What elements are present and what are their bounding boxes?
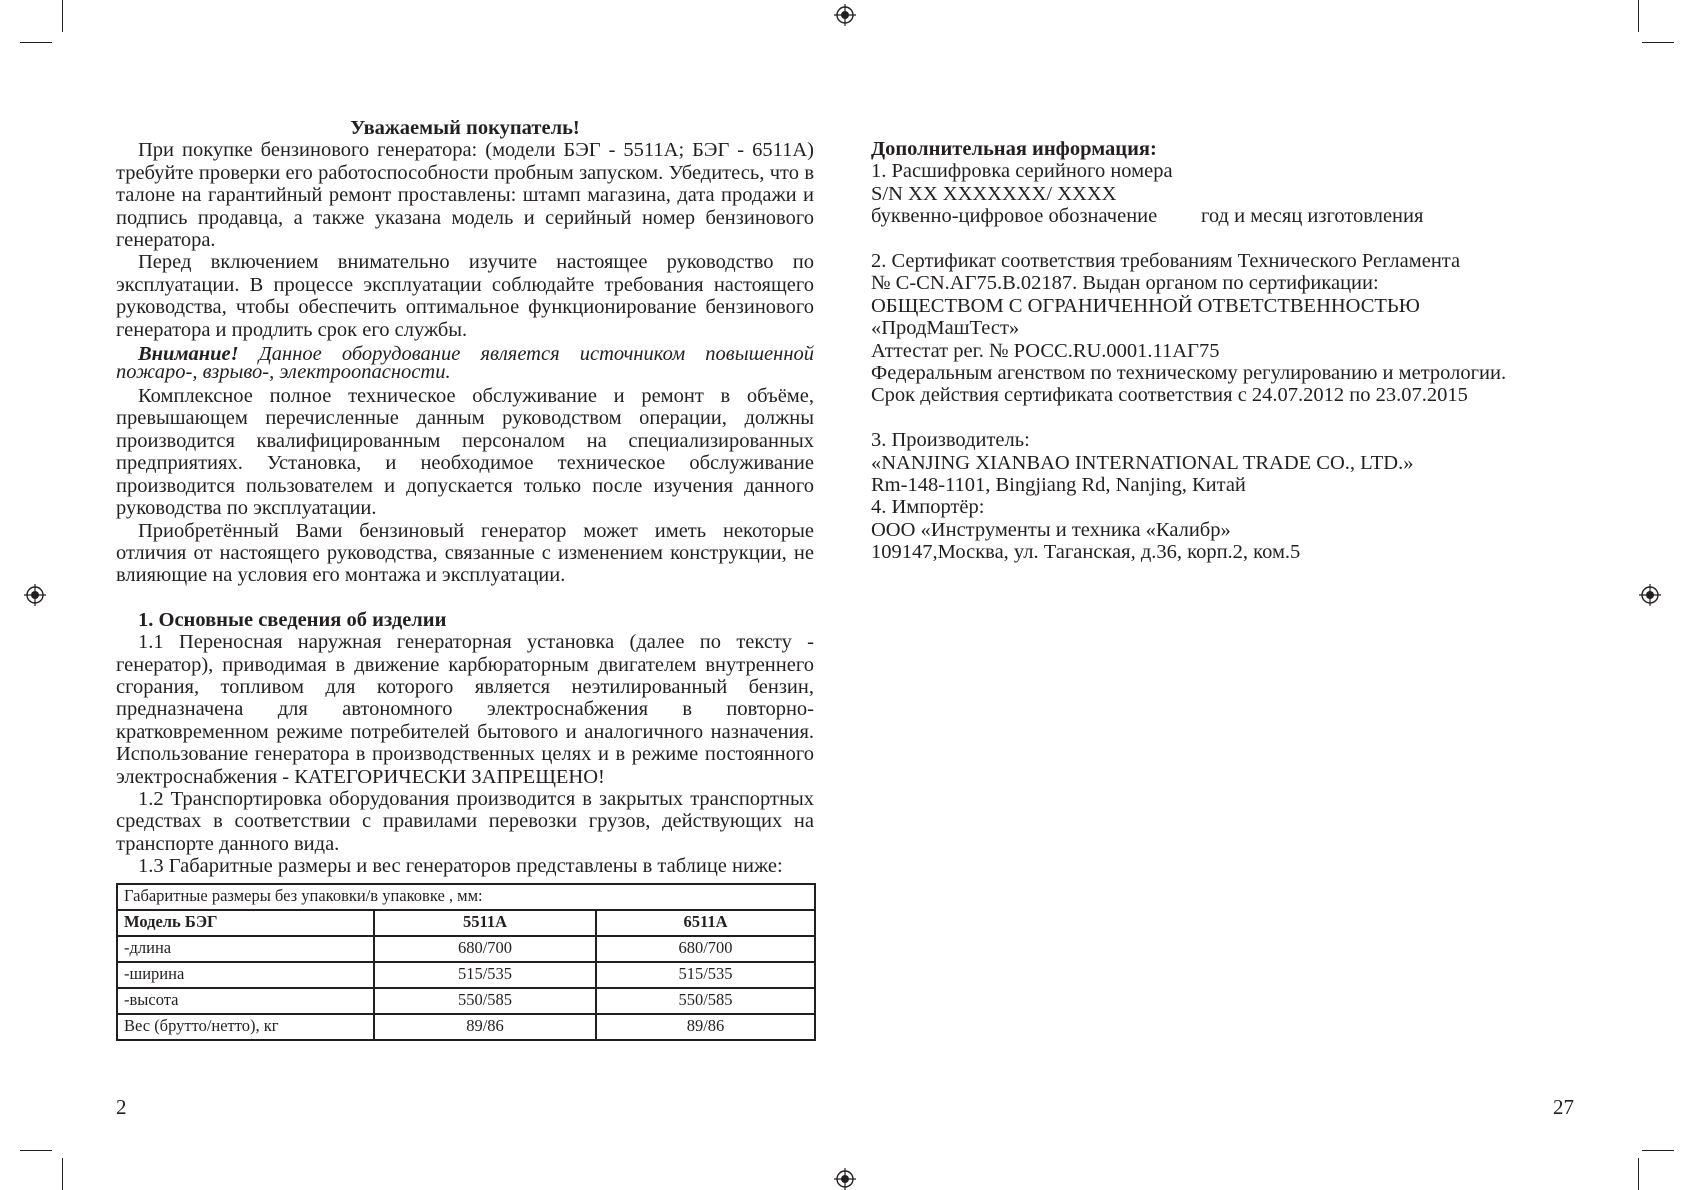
crop-mark-top-left-h — [20, 42, 52, 43]
table-cell: 550/585 — [596, 988, 815, 1014]
manufacturer-line: Rm-148-1101, Bingjiang Rd, Nanjing, Китай — [871, 474, 1246, 497]
crop-mark-top-right-h — [1642, 42, 1674, 43]
spacer — [871, 407, 1591, 429]
serial-label-date: год и месяц изготовления — [1201, 205, 1424, 228]
serial-label-code: буквенно-цифровое обозначение — [871, 205, 1158, 228]
table-cell: 89/86 — [374, 1014, 596, 1040]
manufacturer-line: 3. Производитель: — [871, 429, 1030, 452]
table-header-cell: 5511А — [374, 910, 596, 936]
serial-number-format: S/N XX XXXXXXX/ XXXX — [871, 182, 1117, 205]
crop-mark-bottom-left — [62, 1158, 63, 1190]
table-row — [117, 962, 815, 988]
table-cell: -высота — [117, 988, 374, 1014]
right-page-number: 27 — [1553, 1095, 1574, 1119]
table-cell: 680/700 — [374, 936, 596, 962]
table-header-cell: Модель БЭГ — [117, 910, 374, 936]
crop-mark-bottom-right-h — [1642, 1150, 1674, 1151]
table-row — [117, 936, 815, 962]
intro-paragraph-1: При покупке бензинового генератора: (модели БЭГ - 5511А; БЭГ - 6511А) требуйте проверки его работоспособности пробным запуском. Убедитесь, что в талоне на гарантийный ремонт проставлены: штамп магазина, дата продажи и подпись продавца, а также указана модель и серийный номер бензинового генератора. — [116, 139, 814, 252]
table-cell: 515/535 — [374, 962, 596, 988]
table-cell: -ширина — [117, 962, 374, 988]
certificate-line: Срок действия сертификата соответствия с 24.07.2012 по 23.07.2015 — [871, 384, 1468, 407]
table-cell: 550/585 — [374, 988, 596, 1014]
warning-text: Данное оборудование является источником повышенной пожаро-, взрыво-, электроопасности. — [116, 343, 814, 384]
left-page-content — [116, 117, 814, 1041]
registration-mark-top-icon — [834, 4, 856, 26]
table-caption: Габаритные размеры без упаковки/в упаковке , мм: — [117, 884, 815, 910]
registration-mark-bottom-icon — [834, 1168, 856, 1190]
registration-mark-left-icon — [24, 584, 46, 606]
spacer — [871, 228, 1591, 250]
table-cell: 680/700 — [596, 936, 815, 962]
certificate-line: Федеральным агенством по техническому регулированию и метрологии. — [871, 362, 1507, 385]
table-row — [117, 1014, 815, 1040]
left-page-number: 2 — [116, 1095, 127, 1119]
certificate-line: № C-CN.АГ75.В.02187. Выдан органом по сертификации: — [871, 272, 1379, 295]
certificate-line: «ПродМашТест» — [871, 317, 1020, 340]
warning-label: Внимание! — [138, 343, 239, 366]
table-row — [117, 988, 815, 1014]
certificate-line: ОБЩЕСТВОМ С ОГРАНИЧЕННОЙ ОТВЕТСТВЕННОСТЬЮ — [871, 294, 1420, 317]
crop-mark-bottom-left-h — [20, 1150, 52, 1151]
differences-paragraph: Приобретённый Вами бензиновый генератор может иметь некоторые отличия от настоящего руководства, связанные с изменением конструкции, не влияющие на условия его монтажа и эксплуатации. — [116, 519, 814, 587]
crop-mark-top-right — [1638, 0, 1639, 32]
warning-paragraph — [116, 343, 814, 384]
intro-paragraph-2: Перед включением внимательно изучите настоящее руководство по эксплуатации. В процессе эксплуатации соблюдайте требования настоящего руководства, чтобы обеспечить оптимальное функционирование бензинового генератора и продлить срок его службы. — [116, 251, 814, 341]
section-paragraph-1-3: 1.3 Габаритные размеры и вес генераторов представлены в таблице ниже: — [138, 855, 783, 878]
table-cell: 89/86 — [596, 1014, 815, 1040]
crop-mark-bottom-right — [1638, 1158, 1639, 1190]
table-cell: 515/535 — [596, 962, 815, 988]
page-title: Уважаемый покупатель! — [350, 117, 580, 139]
table-cell: -длина — [117, 936, 374, 962]
table-caption-row — [117, 884, 815, 910]
additional-info-heading: Дополнительная информация: — [871, 138, 1157, 160]
certificate-line: 2. Сертификат соответствия требованиям Технического Регламента — [871, 250, 1461, 273]
crop-mark-top-left — [62, 0, 63, 32]
section-paragraph-1-2: 1.2 Транспортировка оборудования производится в закрытых транспортных средствах в соответствии с правилами перевозки грузов, действующих на транспорте данного вида. — [116, 787, 814, 855]
right-page-content — [871, 138, 1591, 564]
importer-line: 4. Импортёр: — [871, 496, 985, 519]
registration-mark-right-icon — [1639, 584, 1661, 606]
serial-legend — [871, 205, 1591, 227]
table-header-row — [117, 910, 815, 936]
table-header-cell: 6511А — [596, 910, 815, 936]
certificate-line: Аттестат рег. № РОСС.RU.0001.11АГ75 — [871, 339, 1220, 362]
importer-line: ООО «Инструменты и техника «Калибр» — [871, 518, 1231, 541]
table-cell: Вес (брутто/нетто), кг — [117, 1014, 374, 1040]
dimensions-table — [116, 883, 816, 1041]
section-title: 1. Основные сведения об изделии — [138, 608, 447, 631]
importer-line: 109147,Москва, ул. Таганская, д.36, корп.2, ком.5 — [871, 541, 1301, 564]
serial-line-1: 1. Расшифровка серийного номера — [871, 160, 1173, 183]
manufacturer-line: «NANJING XIANBAO INTERNATIONAL TRADE CO., LTD.» — [871, 451, 1414, 474]
service-paragraph: Комплексное полное техническое обслуживание и ремонт в объёме, превышающем перечисленные данным руководством операции, должны производится квалифицированным персоналом на специализированных предприятиях. Установка, и необходимое техническое обслуживание производится пользователем и допускается только после изучения данного руководства по эксплуатации. — [116, 385, 814, 520]
section-paragraph-1-1: 1.1 Переносная наружная генераторная установка (далее по тексту - генератор), приводимая в движение карбюраторным двигателем внутреннего сгорания, топливом для которого является неэтилированный бензин, предназначена для автономного электроснабжения в повторно-кратковременном режиме потребителей бытового и аналогичного назначения. Использование генератора в производственных целях и в режиме постоянного электроснабжения - КАТЕГОРИЧЕСКИ ЗАПРЕЩЕНО! — [116, 631, 814, 788]
